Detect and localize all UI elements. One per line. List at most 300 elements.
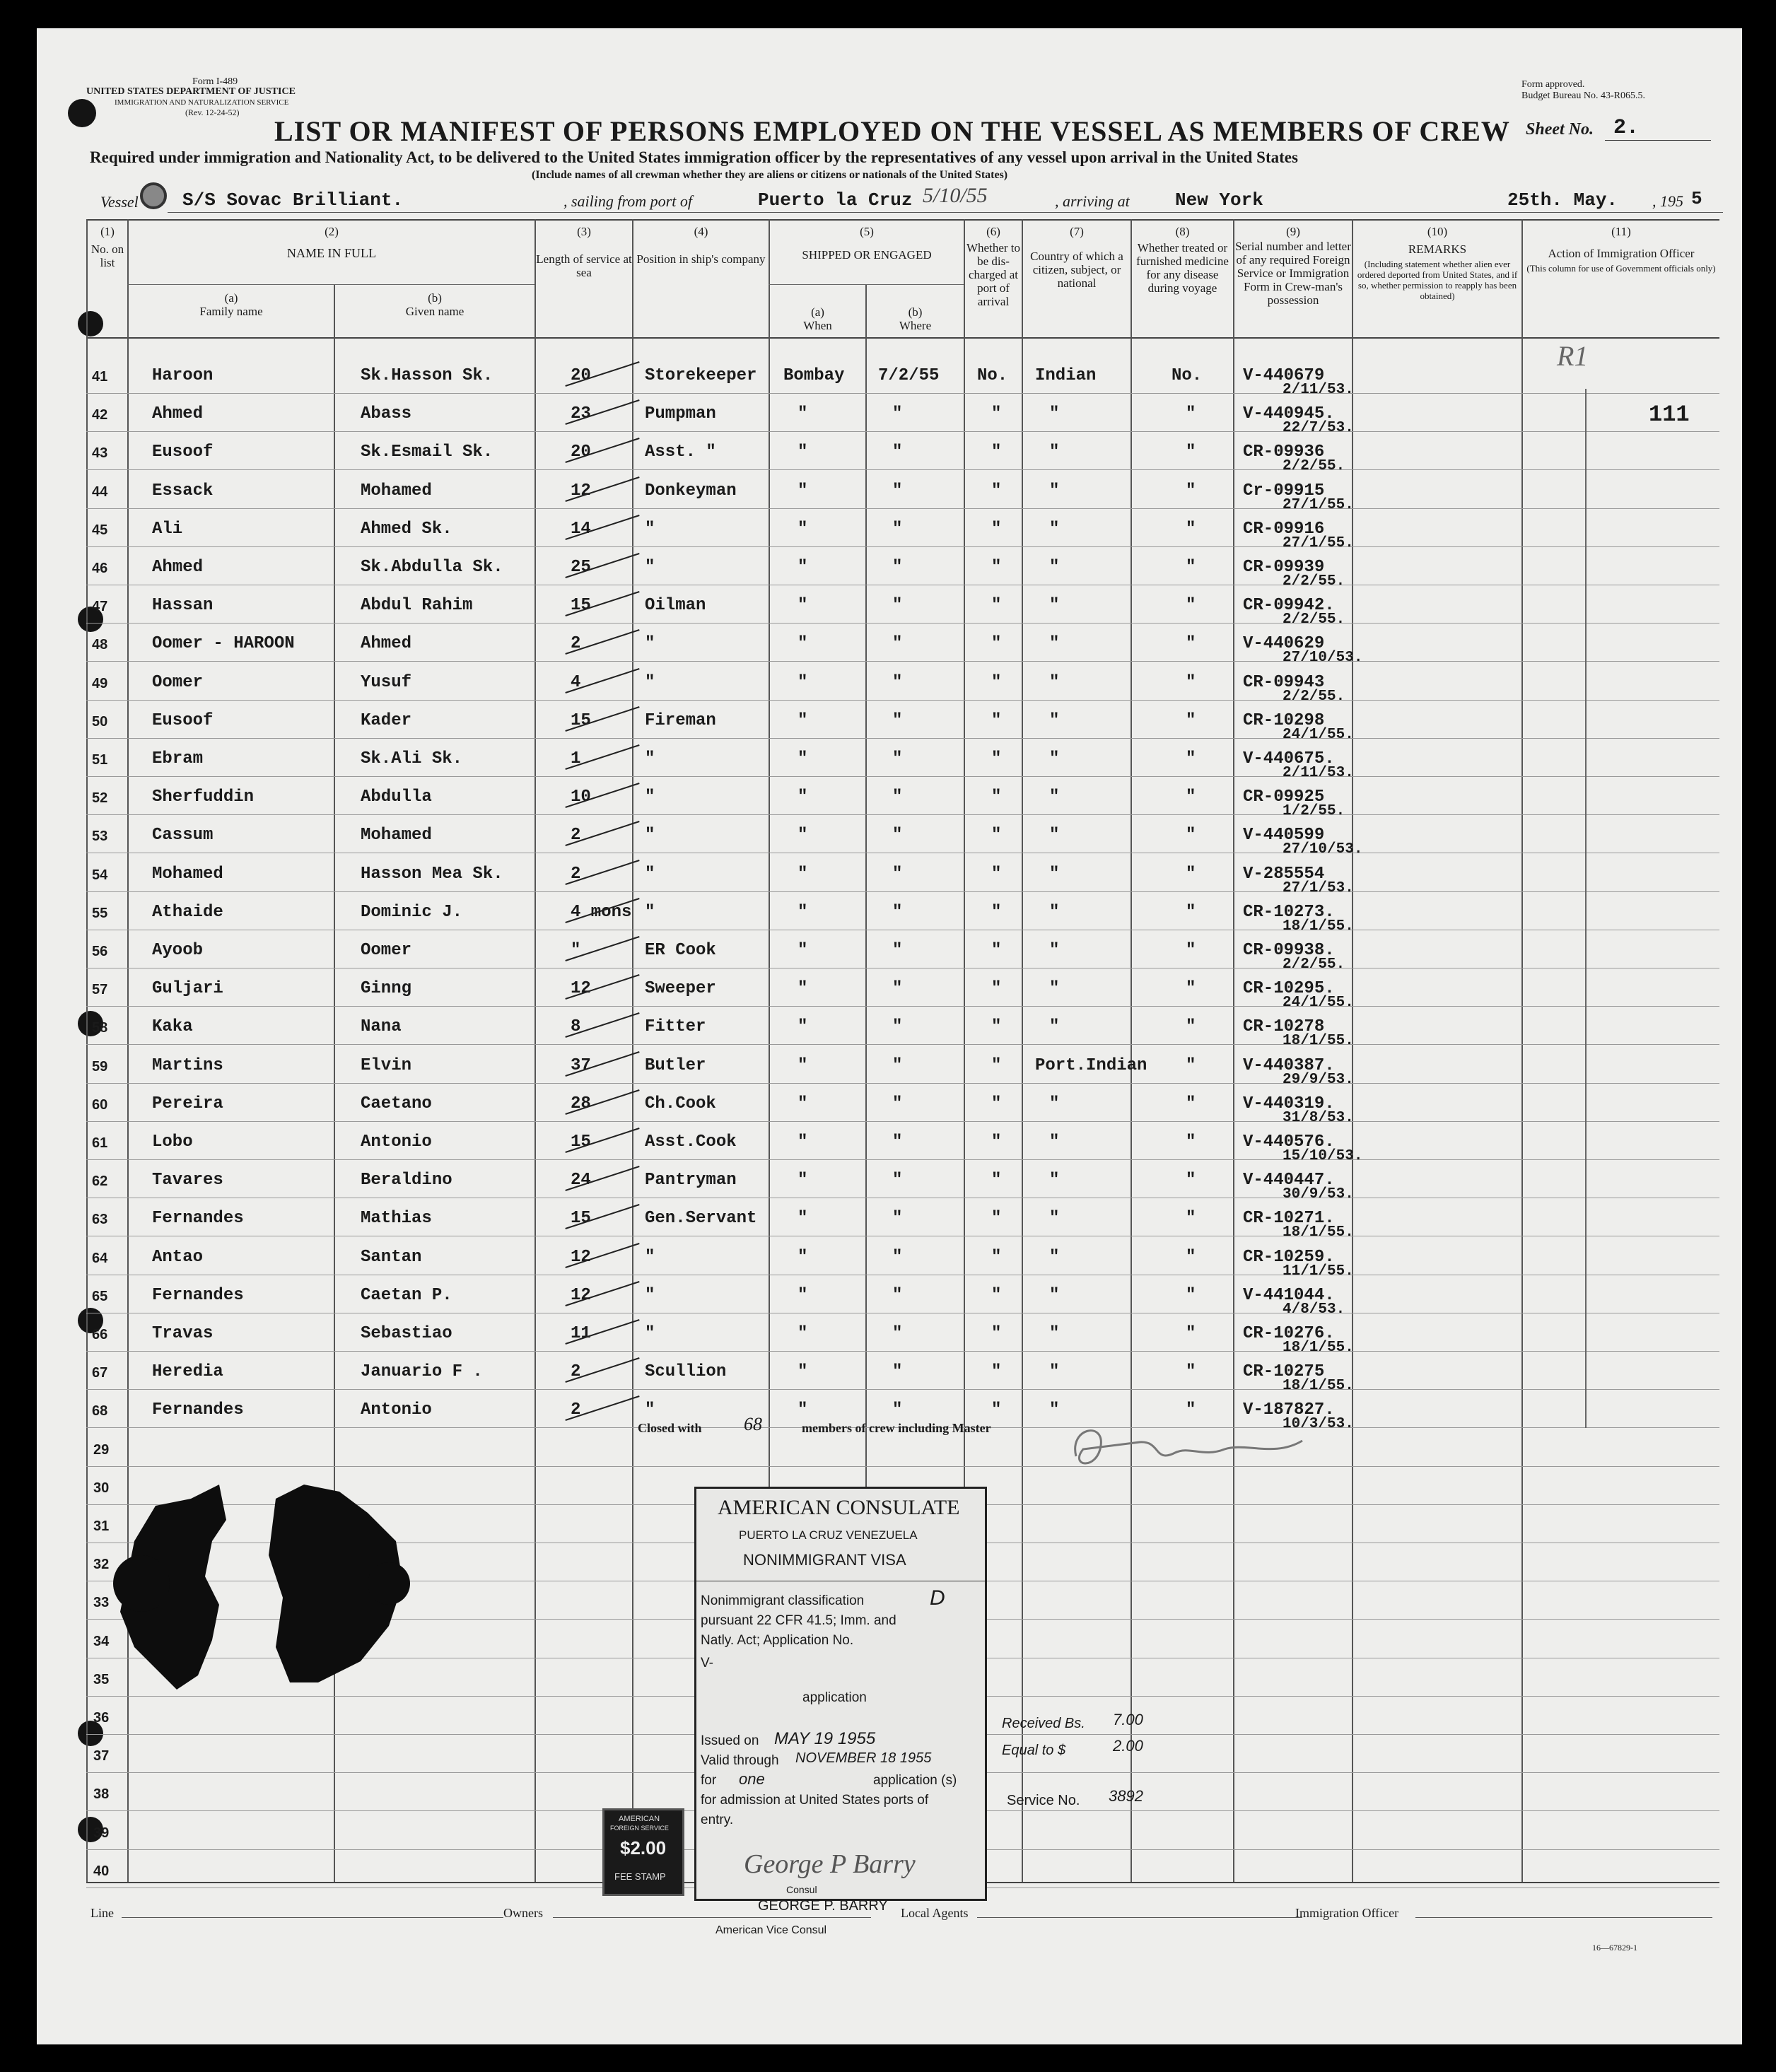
- row-medicine: ": [1186, 519, 1196, 539]
- footer-owners-label: Owners: [503, 1906, 543, 1920]
- row-service: 37: [571, 1055, 591, 1075]
- row-position: ": [645, 1400, 655, 1420]
- row-rule: [86, 1083, 1719, 1084]
- row-rule: [86, 661, 1719, 662]
- row-medicine: ": [1186, 558, 1196, 577]
- row-serial: CR-10298: [1243, 710, 1325, 730]
- closed-count: 68: [744, 1414, 762, 1434]
- row-position: Asst.Cook: [645, 1132, 737, 1152]
- row-serial-date: 29/9/53.: [1283, 1071, 1354, 1088]
- row-serial-date: 27/1/53.: [1283, 879, 1354, 896]
- row-where: ": [892, 749, 903, 768]
- row-no: 32: [93, 1557, 110, 1573]
- row-service: ": [571, 941, 581, 960]
- row-position: ": [645, 634, 655, 654]
- row-serial-date: 2/11/53.: [1283, 765, 1354, 781]
- row-country: ": [1049, 710, 1060, 730]
- row-serial: CR-09943: [1243, 672, 1325, 692]
- row-position: ": [645, 519, 655, 539]
- row-no: 41: [92, 369, 108, 385]
- row-given: Sk.Esmail Sk.: [361, 443, 493, 462]
- row-family: Hassan: [152, 596, 214, 616]
- row-discharge: ": [991, 519, 1002, 539]
- row-rule: [86, 1121, 1719, 1122]
- row-no: 59: [92, 1058, 108, 1075]
- row-country: ": [1049, 1362, 1060, 1382]
- row-medicine: ": [1186, 404, 1196, 424]
- row-family: Athaide: [152, 902, 223, 922]
- row-service: 25: [571, 558, 591, 577]
- row-discharge: ": [991, 902, 1002, 922]
- row-country: Indian: [1035, 366, 1097, 385]
- row-family: Ahmed: [152, 558, 204, 577]
- row-given: Oomer: [361, 941, 412, 960]
- row-no: 34: [93, 1633, 110, 1649]
- row-country: ": [1049, 1132, 1060, 1152]
- row-where: ": [892, 826, 903, 845]
- page-title: LIST OR MANIFEST OF PERSONS EMPLOYED ON THE VESSEL AS MEMBERS OF CREW: [274, 115, 1510, 147]
- row-where: ": [892, 788, 903, 807]
- valid-date: NOVEMBER 18 1955: [795, 1750, 932, 1766]
- row-family: Guljari: [152, 979, 223, 999]
- row-country: ": [1049, 902, 1060, 922]
- row-when: ": [798, 1324, 808, 1343]
- row-country: ": [1049, 596, 1060, 616]
- row-service: 12: [571, 1247, 591, 1267]
- row-given: Ginng: [361, 979, 412, 999]
- row-no: 67: [92, 1365, 108, 1381]
- col-header-7: (7) Country of which a citizen, subject, or national: [1030, 225, 1123, 290]
- sheet-label: Sheet No.: [1526, 120, 1594, 139]
- row-country: ": [1049, 443, 1060, 462]
- row-service: 4: [571, 672, 581, 692]
- row-country: ": [1049, 672, 1060, 692]
- row-country: ": [1049, 788, 1060, 807]
- row-serial-date: 2/2/55.: [1283, 688, 1345, 705]
- row-serial: CR-10275: [1243, 1362, 1325, 1382]
- row-given: Ahmed Sk.: [361, 519, 452, 539]
- row-given: Nana: [361, 1017, 402, 1037]
- row-no: 53: [92, 829, 108, 845]
- closed-label: Closed with: [638, 1421, 702, 1435]
- row-family: Fernandes: [152, 1209, 244, 1229]
- vessel-name: S/S Sovac Brilliant.: [182, 189, 404, 211]
- row-country: ": [1049, 404, 1060, 424]
- row-discharge: ": [991, 826, 1002, 845]
- row-country: ": [1049, 864, 1060, 884]
- row-serial: CR-09942.: [1243, 596, 1335, 616]
- row-family: Oomer: [152, 672, 204, 692]
- handwritten-line: [1585, 389, 1587, 1428]
- row-serial: V-285554: [1243, 864, 1325, 884]
- row-rule: [86, 508, 1719, 509]
- row-service: 24: [571, 1171, 591, 1190]
- row-serial-date: 30/9/53.: [1283, 1186, 1354, 1203]
- col-header-2b: (b) Given name: [405, 291, 465, 318]
- row-service: 2: [571, 864, 581, 884]
- row-rule: [86, 700, 1719, 701]
- footer-code: 16—67829-1: [1592, 1943, 1637, 1953]
- row-when: ": [798, 864, 808, 884]
- footer-agents-label: Local Agents: [901, 1906, 969, 1920]
- footer-officer-label: Immigration Officer: [1295, 1906, 1399, 1920]
- act-text: Natly. Act; Application No.: [701, 1633, 854, 1648]
- row-serial: CR-09939: [1243, 558, 1325, 577]
- col-header-10: (10) REMARKS (Including statement whether alien ever ordered deported from United States, and if so, whether permission to reapply has been obtained): [1357, 225, 1518, 301]
- row-serial: V-440599: [1243, 826, 1325, 845]
- row-medicine: ": [1186, 788, 1196, 807]
- row-no: 46: [92, 561, 108, 576]
- row-when: ": [798, 481, 808, 501]
- row-service: 2: [571, 634, 581, 654]
- sailing-label: , sailing from port of: [563, 192, 692, 210]
- row-when: ": [798, 749, 808, 768]
- row-serial-date: 22/7/53.: [1283, 420, 1354, 437]
- row-serial-date: 10/3/53.: [1283, 1416, 1354, 1433]
- col-header-11: (11) Action of Immigration Officer (This column for use of Government officials only): [1526, 225, 1716, 274]
- row-discharge: ": [991, 788, 1002, 807]
- row-where: ": [892, 481, 903, 501]
- consul-signature: George P Barry: [744, 1849, 916, 1879]
- row-serial: Cr-09915: [1243, 481, 1325, 501]
- row-rule: [86, 393, 1719, 394]
- row-medicine: No.: [1172, 366, 1203, 385]
- consul-title: American Vice Consul: [715, 1924, 827, 1936]
- row-country: ": [1049, 558, 1060, 577]
- row-medicine: ": [1186, 481, 1196, 501]
- class-label: Nonimmigrant classification: [701, 1593, 865, 1608]
- row-serial: CR-10276.: [1243, 1324, 1335, 1343]
- row-given: Sk.Abdulla Sk.: [361, 558, 503, 577]
- row-medicine: ": [1186, 710, 1196, 730]
- action-mark: 111: [1649, 402, 1690, 428]
- row-discharge: ": [991, 558, 1002, 577]
- row-country: ": [1049, 1324, 1060, 1343]
- embossed-seal: [113, 1456, 410, 1725]
- row-serial-date: 27/1/55.: [1283, 534, 1354, 551]
- row-where: ": [892, 1324, 903, 1343]
- col-header-3: (3) Length of service at sea: [536, 225, 632, 279]
- row-country: ": [1049, 1017, 1060, 1037]
- row-discharge: ": [991, 710, 1002, 730]
- row-rule: [86, 814, 1719, 815]
- year-digit: 5: [1691, 188, 1702, 209]
- row-where: ": [892, 1362, 903, 1382]
- row-medicine: ": [1186, 979, 1196, 999]
- row-family: Pereira: [152, 1094, 223, 1113]
- row-country: ": [1049, 1285, 1060, 1305]
- year-prefix: , 195: [1652, 192, 1683, 210]
- row-position: ": [645, 864, 655, 884]
- row-no: 65: [92, 1288, 108, 1304]
- row-given: Antonio: [361, 1132, 432, 1152]
- row-medicine: ": [1186, 1171, 1196, 1190]
- valid-label: Valid through: [701, 1753, 779, 1768]
- row-given: Yusuf: [361, 672, 412, 692]
- row-serial: CR-10259.: [1243, 1247, 1335, 1267]
- row-service: 12: [571, 481, 591, 501]
- row-rule: [86, 546, 1719, 547]
- row-position: Pantryman: [645, 1171, 737, 1190]
- row-discharge: ": [991, 1209, 1002, 1229]
- row-given: Abdulla: [361, 788, 432, 807]
- row-when: ": [798, 1209, 808, 1229]
- row-discharge: ": [991, 749, 1002, 768]
- row-no: 44: [92, 484, 108, 500]
- row-medicine: ": [1186, 672, 1196, 692]
- department: UNITED STATES DEPARTMENT OF JUSTICE: [86, 86, 296, 97]
- row-no: 63: [92, 1212, 108, 1228]
- row-no: 42: [92, 407, 108, 423]
- sheet-number: 2.: [1613, 116, 1640, 140]
- table-header-border: [86, 337, 1719, 339]
- consul-name: GEORGE P. BARRY: [758, 1898, 888, 1914]
- row-no: 54: [92, 867, 108, 883]
- row-position: Oilman: [645, 596, 706, 616]
- row-no: 33: [93, 1595, 110, 1611]
- row-country: ": [1049, 1247, 1060, 1267]
- row-service: 10: [571, 788, 591, 807]
- issued-label: Issued on: [701, 1733, 759, 1748]
- row-no: 35: [93, 1671, 110, 1687]
- row-given: Sebastiao: [361, 1324, 452, 1343]
- row-given: Sk.Ali Sk.: [361, 749, 463, 768]
- row-serial-date: 15/10/53.: [1283, 1148, 1363, 1164]
- row-service: 23: [571, 404, 591, 424]
- voyage-underline: [168, 212, 1723, 213]
- row-family: Ahmed: [152, 404, 204, 424]
- row-position: ER Cook: [645, 941, 716, 960]
- row-when: ": [798, 1285, 808, 1305]
- row-no: 64: [92, 1250, 108, 1266]
- row-service: 12: [571, 1285, 591, 1305]
- row-country: ": [1049, 1171, 1060, 1190]
- row-medicine: ": [1186, 443, 1196, 462]
- row-country: ": [1049, 519, 1060, 539]
- table-top-border: [86, 219, 1719, 221]
- row-country: ": [1049, 481, 1060, 501]
- row-discharge: ": [991, 941, 1002, 960]
- col-border: [1022, 219, 1023, 1882]
- row-service: 20: [571, 443, 591, 462]
- row-given: Santan: [361, 1247, 422, 1267]
- row-medicine: ": [1186, 1285, 1196, 1305]
- row-when: ": [798, 979, 808, 999]
- row-serial-date: 2/11/53.: [1283, 382, 1354, 398]
- col-header-5b: (b) Where: [899, 305, 932, 332]
- form-number: Form I-489: [192, 76, 238, 87]
- row-service: 8: [571, 1017, 581, 1037]
- row-where: ": [892, 710, 903, 730]
- admission-text: for admission at United States ports of: [701, 1793, 929, 1808]
- row-medicine: ": [1186, 596, 1196, 616]
- row-serial: V-440675.: [1243, 749, 1335, 768]
- col-border: [1131, 219, 1132, 1882]
- row-where: ": [892, 1209, 903, 1229]
- row-given: Elvin: [361, 1055, 412, 1075]
- col-border: [1521, 219, 1523, 1882]
- row-discharge: ": [991, 634, 1002, 654]
- row-where: 7/2/55: [878, 366, 940, 385]
- closed-rest: members of crew including Master: [802, 1421, 991, 1435]
- col-header-5a: (a) When: [803, 305, 832, 332]
- row-given: Januario F .: [361, 1362, 483, 1382]
- row-serial-date: 18/1/55.: [1283, 918, 1354, 935]
- row-when: ": [798, 710, 808, 730]
- row-given: Antonio: [361, 1400, 432, 1420]
- col-border: [1233, 219, 1234, 1882]
- row-family: Lobo: [152, 1132, 193, 1152]
- stamp-type: NONIMMIGRANT VISA: [743, 1551, 906, 1569]
- row-family: Haroon: [152, 366, 214, 385]
- col-header-5: (5) SHIPPED OR ENGAGED: [802, 225, 932, 262]
- row-medicine: ": [1186, 1132, 1196, 1152]
- row-serial-date: 18/1/55.: [1283, 1033, 1354, 1050]
- row-position: Scullion: [645, 1362, 727, 1382]
- row-rule: [86, 1351, 1719, 1352]
- row-discharge: ": [991, 1017, 1002, 1037]
- row-country: ": [1049, 749, 1060, 768]
- row-when: ": [798, 1017, 808, 1037]
- row-no: 43: [92, 445, 108, 462]
- row-given: Abass: [361, 404, 412, 424]
- row-service: 15: [571, 710, 591, 730]
- row-service: 2: [571, 1362, 581, 1382]
- equal-value: 2.00: [1113, 1737, 1143, 1755]
- row-no: 47: [92, 599, 108, 615]
- row-position: Butler: [645, 1055, 706, 1075]
- row-medicine: ": [1186, 1094, 1196, 1113]
- row-serial-date: 31/8/53.: [1283, 1109, 1354, 1126]
- equal-label: Equal to $: [1002, 1743, 1066, 1758]
- row-serial: V-440576.: [1243, 1132, 1335, 1152]
- row-where: ": [892, 1055, 903, 1075]
- row-where: ": [892, 864, 903, 884]
- fee-stamp-label: FEE STAMP: [614, 1871, 666, 1882]
- class-value: D: [930, 1586, 945, 1610]
- row-family: Sherfuddin: [152, 788, 255, 807]
- row-serial: V-440319.: [1243, 1094, 1335, 1113]
- row-medicine: ": [1186, 1055, 1196, 1075]
- row-serial-date: 2/2/55.: [1283, 458, 1345, 475]
- row-position: ": [645, 826, 655, 845]
- row-position: Fireman: [645, 710, 716, 730]
- row-when: ": [798, 941, 808, 960]
- row-family: Ali: [152, 519, 183, 539]
- row-family: Mohamed: [152, 864, 223, 884]
- col-border: [534, 219, 536, 1882]
- row-serial: CR-10273.: [1243, 902, 1335, 922]
- row-service: 15: [571, 1209, 591, 1229]
- row-no: 50: [92, 713, 108, 730]
- row-no: 62: [92, 1173, 108, 1190]
- row-serial-date: 27/1/55.: [1283, 496, 1354, 513]
- row-discharge: ": [991, 1171, 1002, 1190]
- row-medicine: ": [1186, 826, 1196, 845]
- row-serial-date: 2/2/55.: [1283, 611, 1345, 628]
- row-given: Mathias: [361, 1209, 432, 1229]
- row-when: ": [798, 1055, 808, 1075]
- row-medicine: ": [1186, 1209, 1196, 1229]
- departure-port: Puerto la Cruz: [758, 189, 913, 211]
- consulate-stamp: [694, 1487, 987, 1901]
- row-serial: CR-09938.: [1243, 941, 1335, 960]
- row-family: Ayoob: [152, 941, 204, 960]
- row-serial: V-187827.: [1243, 1400, 1335, 1420]
- row-position: Fitter: [645, 1017, 706, 1037]
- col-border: [1352, 219, 1353, 1882]
- row-position: Gen.Servant: [645, 1209, 757, 1229]
- row-given: Kader: [361, 710, 412, 730]
- col-header-8: (8) Whether treated or furnished medicine for any disease during voyage: [1136, 225, 1229, 295]
- row-where: ": [892, 1400, 903, 1420]
- stamp-location: PUERTO LA CRUZ VENEZUELA: [739, 1528, 918, 1542]
- row-where: ": [892, 672, 903, 692]
- row-family: Tavares: [152, 1171, 223, 1190]
- row-serial-date: 24/1/55.: [1283, 726, 1354, 743]
- handwritten-date: 5/10/55: [923, 184, 988, 207]
- row-where: ": [892, 941, 903, 960]
- arrival-date: 25th. May.: [1507, 189, 1618, 211]
- row-country: ": [1049, 941, 1060, 960]
- row-when: ": [798, 596, 808, 616]
- row-when: ": [798, 404, 808, 424]
- row-where: ": [892, 443, 903, 462]
- row-serial: V-440629: [1243, 634, 1325, 654]
- row-position: ": [645, 1247, 655, 1267]
- stamp-title: AMERICAN CONSULATE: [718, 1496, 960, 1519]
- subtitle: Required under immigration and Nationality Act, to be delivered to the United States immigration officer by the representatives of any vessel upon arrival in the United States: [90, 148, 1298, 166]
- for-label: for: [701, 1773, 717, 1788]
- row-position: Pumpman: [645, 404, 716, 424]
- row-where: ": [892, 634, 903, 654]
- row-country: ": [1049, 1400, 1060, 1420]
- row-serial-date: 2/2/55.: [1283, 573, 1345, 590]
- issued-date: MAY 19 1955: [774, 1729, 876, 1748]
- application-s: application (s): [873, 1773, 957, 1788]
- row-family: Kaka: [152, 1017, 193, 1037]
- row-medicine: ": [1186, 634, 1196, 654]
- row-discharge: ": [991, 864, 1002, 884]
- row-when: ": [798, 826, 808, 845]
- row-no: 49: [92, 675, 108, 691]
- row-rule: [86, 431, 1719, 432]
- row-discharge: ": [991, 443, 1002, 462]
- col-header-2a: (a) Family name: [199, 291, 263, 318]
- row-family: Antao: [152, 1247, 204, 1267]
- received-label: Received Bs.: [1002, 1716, 1085, 1731]
- row-no: 51: [92, 752, 108, 768]
- row-given: Ahmed: [361, 634, 412, 654]
- row-position: Donkeyman: [645, 481, 737, 501]
- row-serial-date: 18/1/55.: [1283, 1224, 1354, 1241]
- row-service: 15: [571, 1132, 591, 1152]
- row-no: 45: [92, 522, 108, 538]
- row-family: Travas: [152, 1324, 214, 1343]
- row-position: Sweeper: [645, 979, 716, 999]
- row-position: ": [645, 1324, 655, 1343]
- service-number: 3892: [1109, 1787, 1143, 1805]
- row-when: ": [798, 902, 808, 922]
- row-position: Ch.Cook: [645, 1094, 716, 1113]
- row-country: ": [1049, 634, 1060, 654]
- row-family: Eusoof: [152, 710, 214, 730]
- pursuant-text: pursuant 22 CFR 41.5; Imm. and: [701, 1613, 896, 1628]
- row-service: 11: [571, 1324, 591, 1343]
- row-medicine: ": [1186, 749, 1196, 768]
- fee-stamp-top: AMERICAN: [619, 1815, 660, 1823]
- row-discharge: ": [991, 404, 1002, 424]
